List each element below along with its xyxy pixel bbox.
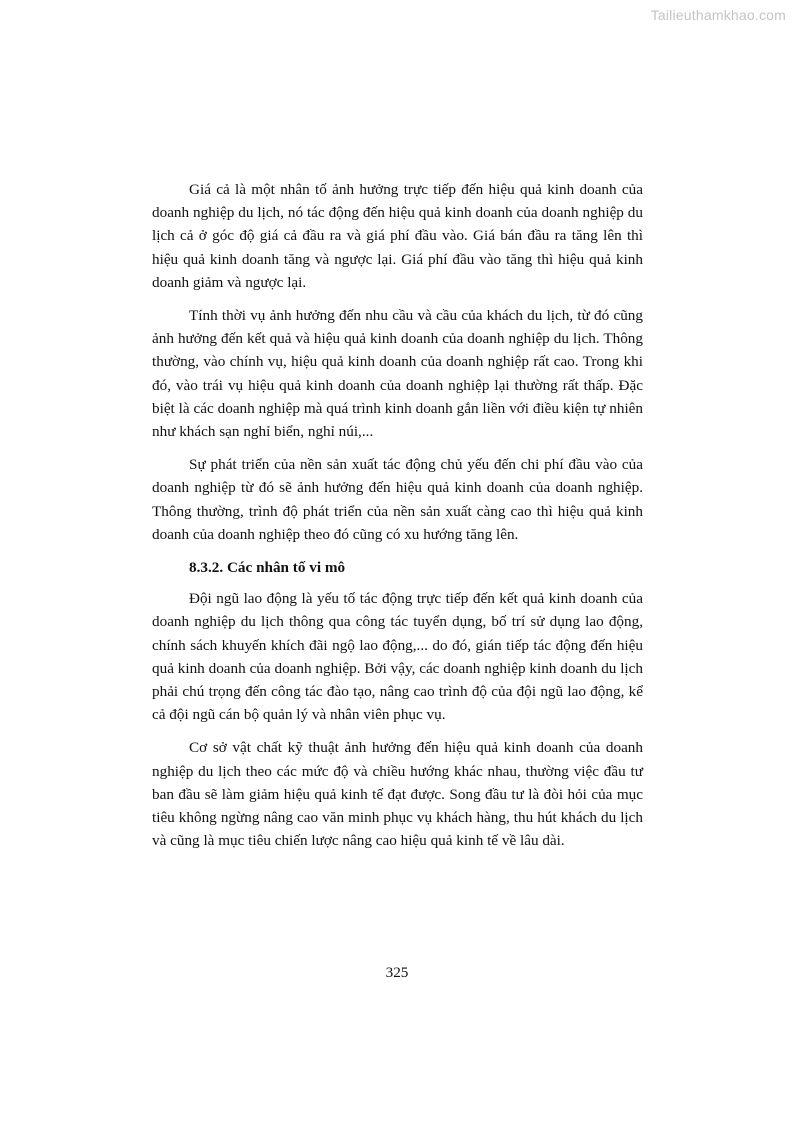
page-body [152, 178, 643, 862]
paragraph-labor: Đội ngũ lao động là yếu tố tác động trực tiếp đến kết quả kinh doanh của doanh nghiệp du lịch thông qua công tác tuyển dụng, bố trí sử dụng lao động, chính sách khuyến khích đãi ngộ lao động,... do đó, gián tiếp tác động đến hiệu quả kinh doanh của doanh nghiệp. Bởi vậy, các doanh nghiệp kinh doanh du lịch phải chú trọng đến công tác đào tạo, nâng cao trình độ của đội ngũ lao động, kể cả đội ngũ cán bộ quản lý và nhân viên phục vụ. [152, 590, 643, 724]
paragraph-price: Giá cả là một nhân tố ảnh hưởng trực tiếp đến hiệu quả kinh doanh của doanh nghiệp du lịch, nó tác động đến hiệu quả kinh doanh của doanh nghiệp du lịch cả ở góc độ giá cả đầu ra và giá phí đầu vào. Giá bán đầu ra tăng lên thì hiệu quả kinh doanh tăng và ngược lại. Giá phí đầu vào tăng thì hiệu quả kinh doanh giảm và ngược lại. [152, 181, 643, 291]
page-number: 325 [385, 964, 409, 981]
paragraph-seasonality: Tính thời vụ ảnh hưởng đến nhu cầu và cầu của khách du lịch, từ đó cũng ảnh hưởng đến kết quả và hiệu quả kinh doanh của doanh nghiệp du lịch. Thông thường, vào chính vụ, hiệu quả kinh doanh của doanh nghiệp rất cao. Trong khi đó, vào trái vụ hiệu quả kinh doanh của doanh nghiệp lại thường rất thấp. Đặc biệt là các doanh nghiệp mà quá trình kinh doanh gắn liền với điều kiện tự nhiên như khách sạn nghỉ biển, nghỉ núi,... [152, 307, 643, 441]
watermark: Tailieuthamkhao.com [650, 7, 786, 23]
paragraph-production: Sự phát triển của nền sản xuất tác động chủ yếu đến chi phí đầu vào của doanh nghiệp từ đó sẽ ảnh hưởng đến hiệu quả kinh doanh của doanh nghiệp. Thông thường, trình độ phát triển của nền sản xuất càng cao thì hiệu quả kinh doanh của doanh nghiệp theo đó cũng có xu hướng tăng lên. [152, 456, 643, 543]
section-heading: 8.3.2. Các nhân tố vi mô [189, 559, 346, 577]
paragraph-facilities: Cơ sở vật chất kỹ thuật ảnh hưởng đến hiệu quả kinh doanh của doanh nghiệp du lịch theo các mức độ và chiều hướng khác nhau, thường việc đầu tư ban đầu sẽ làm giảm hiệu quả kinh tế đạt được. Song đầu tư là đòi hỏi của mục tiêu không ngừng nâng cao văn minh phục vụ khách hàng, thu hút khách du lịch và cũng là mục tiêu chiến lược nâng cao hiệu quả kinh tế về lâu dài. [152, 739, 643, 850]
